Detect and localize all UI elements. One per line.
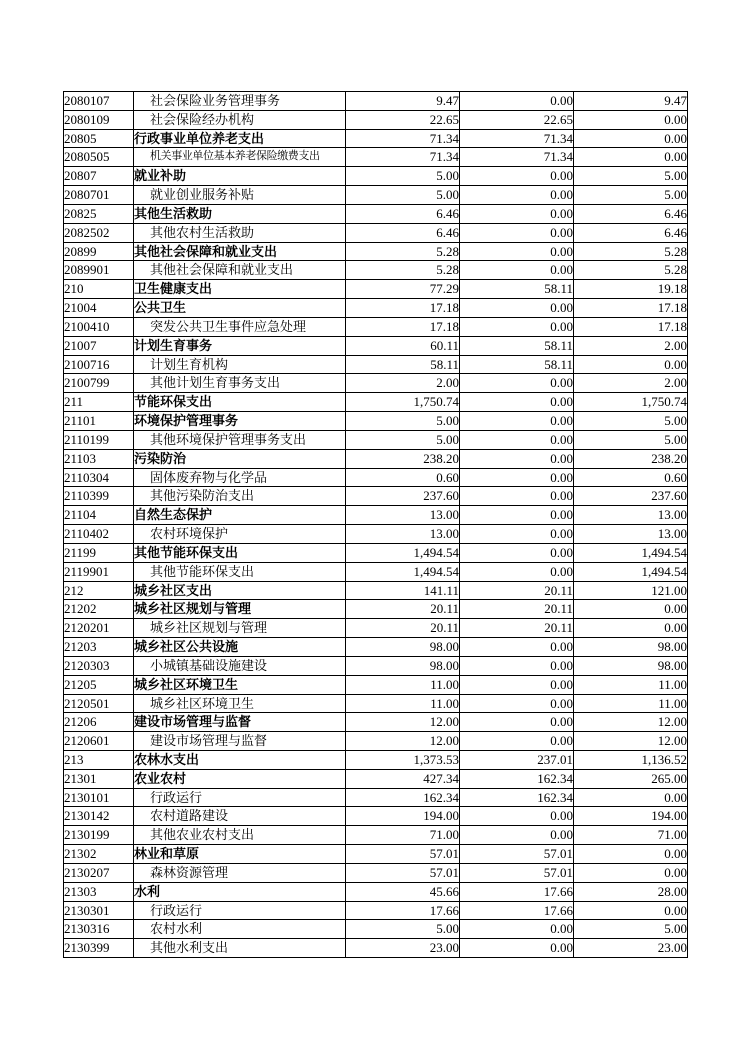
row-value-1: 2.00 — [346, 374, 460, 393]
row-name: 建设市场管理与监督 — [134, 713, 346, 732]
row-value-3: 11.00 — [574, 694, 688, 713]
row-value-1: 71.00 — [346, 826, 460, 845]
table-row — [64, 863, 688, 882]
row-name: 其他农村生活救助 — [134, 223, 346, 242]
row-value-1: 11.00 — [346, 675, 460, 694]
row-name: 其他社会保障和就业支出 — [134, 261, 346, 280]
row-value-1: 20.11 — [346, 619, 460, 638]
row-value-1: 5.00 — [346, 920, 460, 939]
row-name: 机关事业单位基本养老保险缴费支出 — [134, 148, 346, 167]
row-value-3: 1,750.74 — [574, 393, 688, 412]
table-row — [64, 788, 688, 807]
row-value-2: 0.00 — [460, 506, 574, 525]
row-value-2: 0.00 — [460, 694, 574, 713]
row-name: 城乡社区规划与管理 — [134, 619, 346, 638]
table-row — [64, 694, 688, 713]
table-row — [64, 581, 688, 600]
row-name: 建设市场管理与监督 — [134, 732, 346, 751]
row-code: 20899 — [64, 242, 134, 261]
row-value-2: 0.00 — [460, 412, 574, 431]
row-value-3: 5.00 — [574, 920, 688, 939]
table-row — [64, 449, 688, 468]
row-value-3: 5.00 — [574, 430, 688, 449]
row-value-2: 0.00 — [460, 430, 574, 449]
row-value-3: 0.00 — [574, 863, 688, 882]
row-value-2: 0.00 — [460, 449, 574, 468]
row-value-2: 0.00 — [460, 638, 574, 657]
row-name: 农林水支出 — [134, 750, 346, 769]
row-value-1: 23.00 — [346, 939, 460, 958]
table-row — [64, 186, 688, 205]
row-value-3: 0.00 — [574, 355, 688, 374]
row-value-3: 265.00 — [574, 769, 688, 788]
row-code: 2080109 — [64, 110, 134, 129]
row-name: 自然生态保护 — [134, 506, 346, 525]
row-name: 其他农业农村支出 — [134, 826, 346, 845]
row-code: 2080505 — [64, 148, 134, 167]
row-value-1: 71.34 — [346, 129, 460, 148]
table-row — [64, 487, 688, 506]
table-row — [64, 619, 688, 638]
table-row — [64, 317, 688, 336]
row-value-2: 0.00 — [460, 261, 574, 280]
row-value-2: 0.00 — [460, 468, 574, 487]
row-value-2: 20.11 — [460, 600, 574, 619]
row-code: 211 — [64, 393, 134, 412]
row-value-2: 57.01 — [460, 845, 574, 864]
table-row — [64, 656, 688, 675]
table-row — [64, 374, 688, 393]
row-name: 其他社会保障和就业支出 — [134, 242, 346, 261]
row-value-2: 57.01 — [460, 863, 574, 882]
row-value-3: 238.20 — [574, 449, 688, 468]
row-name: 行政事业单位养老支出 — [134, 129, 346, 148]
row-code: 2130101 — [64, 788, 134, 807]
row-value-1: 6.46 — [346, 223, 460, 242]
row-code: 2089901 — [64, 261, 134, 280]
row-code: 213 — [64, 750, 134, 769]
row-code: 21303 — [64, 882, 134, 901]
row-name: 社会保险经办机构 — [134, 110, 346, 129]
row-name: 固体废弃物与化学品 — [134, 468, 346, 487]
row-value-2: 0.00 — [460, 525, 574, 544]
table-row — [64, 280, 688, 299]
row-value-2: 0.00 — [460, 826, 574, 845]
row-value-3: 5.00 — [574, 412, 688, 431]
row-code: 2080107 — [64, 92, 134, 111]
row-value-3: 0.00 — [574, 148, 688, 167]
row-value-1: 237.60 — [346, 487, 460, 506]
row-value-3: 0.00 — [574, 600, 688, 619]
row-value-1: 1,494.54 — [346, 562, 460, 581]
row-name: 小城镇基础设施建设 — [134, 656, 346, 675]
row-value-1: 5.00 — [346, 186, 460, 205]
row-value-3: 1,494.54 — [574, 562, 688, 581]
row-value-1: 1,750.74 — [346, 393, 460, 412]
row-value-2: 0.00 — [460, 675, 574, 694]
row-value-1: 5.28 — [346, 261, 460, 280]
row-value-3: 71.00 — [574, 826, 688, 845]
row-value-1: 20.11 — [346, 600, 460, 619]
row-code: 21104 — [64, 506, 134, 525]
row-value-3: 0.00 — [574, 129, 688, 148]
row-name: 其他节能环保支出 — [134, 543, 346, 562]
row-code: 2130142 — [64, 807, 134, 826]
row-name: 社会保险业务管理事务 — [134, 92, 346, 111]
row-code: 2130399 — [64, 939, 134, 958]
table-row — [64, 468, 688, 487]
row-value-1: 45.66 — [346, 882, 460, 901]
table-row — [64, 223, 688, 242]
row-value-2: 71.34 — [460, 129, 574, 148]
row-name: 环境保护管理事务 — [134, 412, 346, 431]
row-value-1: 6.46 — [346, 204, 460, 223]
row-code: 2110199 — [64, 430, 134, 449]
table-row — [64, 807, 688, 826]
row-value-2: 22.65 — [460, 110, 574, 129]
row-code: 21101 — [64, 412, 134, 431]
row-value-1: 58.11 — [346, 355, 460, 374]
row-code: 21206 — [64, 713, 134, 732]
row-value-2: 0.00 — [460, 732, 574, 751]
row-value-2: 0.00 — [460, 299, 574, 318]
row-code: 2120201 — [64, 619, 134, 638]
row-name: 其他环境保护管理事务支出 — [134, 430, 346, 449]
row-value-2: 20.11 — [460, 619, 574, 638]
row-code: 2110399 — [64, 487, 134, 506]
table-row — [64, 204, 688, 223]
row-value-1: 5.28 — [346, 242, 460, 261]
row-value-2: 0.00 — [460, 920, 574, 939]
row-name: 城乡社区规划与管理 — [134, 600, 346, 619]
row-value-3: 1,494.54 — [574, 543, 688, 562]
table-row — [64, 826, 688, 845]
row-value-1: 98.00 — [346, 656, 460, 675]
table-row — [64, 355, 688, 374]
row-value-3: 12.00 — [574, 713, 688, 732]
row-code: 21202 — [64, 600, 134, 619]
row-code: 2082502 — [64, 223, 134, 242]
row-value-2: 58.11 — [460, 336, 574, 355]
row-name: 森林资源管理 — [134, 863, 346, 882]
row-code: 21205 — [64, 675, 134, 694]
table-row — [64, 92, 688, 111]
row-value-2: 58.11 — [460, 355, 574, 374]
row-value-2: 162.34 — [460, 788, 574, 807]
row-value-1: 0.60 — [346, 468, 460, 487]
row-value-1: 12.00 — [346, 713, 460, 732]
row-code: 21199 — [64, 543, 134, 562]
row-value-1: 1,373.53 — [346, 750, 460, 769]
row-value-2: 162.34 — [460, 769, 574, 788]
row-code: 21302 — [64, 845, 134, 864]
row-value-3: 11.00 — [574, 675, 688, 694]
table-row — [64, 543, 688, 562]
row-value-1: 22.65 — [346, 110, 460, 129]
row-code: 21007 — [64, 336, 134, 355]
row-code: 2130301 — [64, 901, 134, 920]
row-code: 21203 — [64, 638, 134, 657]
row-code: 2100410 — [64, 317, 134, 336]
table-row — [64, 525, 688, 544]
table-row — [64, 638, 688, 657]
row-value-3: 0.00 — [574, 845, 688, 864]
row-value-3: 121.00 — [574, 581, 688, 600]
row-code: 21103 — [64, 449, 134, 468]
row-value-1: 9.47 — [346, 92, 460, 111]
row-value-3: 19.18 — [574, 280, 688, 299]
row-value-3: 5.28 — [574, 261, 688, 280]
row-name: 其他水利支出 — [134, 939, 346, 958]
row-value-1: 141.11 — [346, 581, 460, 600]
row-value-1: 238.20 — [346, 449, 460, 468]
row-value-1: 71.34 — [346, 148, 460, 167]
table-row — [64, 901, 688, 920]
row-code: 212 — [64, 581, 134, 600]
row-code: 2110402 — [64, 525, 134, 544]
row-value-3: 2.00 — [574, 336, 688, 355]
row-value-1: 11.00 — [346, 694, 460, 713]
row-code: 20805 — [64, 129, 134, 148]
row-name: 就业创业服务补贴 — [134, 186, 346, 205]
row-code: 21301 — [64, 769, 134, 788]
row-value-2: 0.00 — [460, 186, 574, 205]
row-value-3: 13.00 — [574, 506, 688, 525]
row-code: 2120501 — [64, 694, 134, 713]
row-value-2: 0.00 — [460, 543, 574, 562]
row-name: 行政运行 — [134, 788, 346, 807]
row-value-2: 0.00 — [460, 242, 574, 261]
row-name: 卫生健康支出 — [134, 280, 346, 299]
row-value-3: 17.18 — [574, 317, 688, 336]
row-value-2: 17.66 — [460, 882, 574, 901]
row-code: 2100799 — [64, 374, 134, 393]
row-value-3: 5.00 — [574, 167, 688, 186]
row-name: 其他污染防治支出 — [134, 487, 346, 506]
row-value-1: 5.00 — [346, 430, 460, 449]
row-name: 林业和草原 — [134, 845, 346, 864]
table-row — [64, 412, 688, 431]
row-value-1: 427.34 — [346, 769, 460, 788]
table-row — [64, 920, 688, 939]
row-value-3: 0.00 — [574, 110, 688, 129]
table-row — [64, 110, 688, 129]
row-value-2: 0.00 — [460, 317, 574, 336]
row-value-1: 17.66 — [346, 901, 460, 920]
row-value-1: 13.00 — [346, 525, 460, 544]
row-code: 210 — [64, 280, 134, 299]
row-code: 2100716 — [64, 355, 134, 374]
row-name: 行政运行 — [134, 901, 346, 920]
row-value-3: 0.00 — [574, 901, 688, 920]
row-code: 2130199 — [64, 826, 134, 845]
table-row — [64, 167, 688, 186]
table-row — [64, 129, 688, 148]
table-row — [64, 732, 688, 751]
row-name: 其他节能环保支出 — [134, 562, 346, 581]
row-value-1: 57.01 — [346, 845, 460, 864]
row-value-3: 6.46 — [574, 223, 688, 242]
row-value-1: 13.00 — [346, 506, 460, 525]
row-code: 2110304 — [64, 468, 134, 487]
row-value-2: 0.00 — [460, 713, 574, 732]
row-name: 农村环境保护 — [134, 525, 346, 544]
row-value-2: 20.11 — [460, 581, 574, 600]
row-value-3: 0.60 — [574, 468, 688, 487]
row-value-3: 1,136.52 — [574, 750, 688, 769]
row-value-2: 0.00 — [460, 656, 574, 675]
row-value-3: 0.00 — [574, 619, 688, 638]
row-name: 其他生活救助 — [134, 204, 346, 223]
row-value-2: 0.00 — [460, 562, 574, 581]
row-value-3: 23.00 — [574, 939, 688, 958]
row-value-3: 12.00 — [574, 732, 688, 751]
row-code: 2120601 — [64, 732, 134, 751]
row-value-3: 237.60 — [574, 487, 688, 506]
row-value-1: 5.00 — [346, 412, 460, 431]
row-value-2: 0.00 — [460, 393, 574, 412]
row-value-2: 0.00 — [460, 223, 574, 242]
row-code: 2080701 — [64, 186, 134, 205]
row-value-3: 28.00 — [574, 882, 688, 901]
row-value-1: 60.11 — [346, 336, 460, 355]
table-row — [64, 562, 688, 581]
row-name: 公共卫生 — [134, 299, 346, 318]
row-value-2: 0.00 — [460, 204, 574, 223]
table-row — [64, 713, 688, 732]
table-row — [64, 675, 688, 694]
row-value-1: 17.18 — [346, 299, 460, 318]
row-value-1: 17.18 — [346, 317, 460, 336]
table-row — [64, 845, 688, 864]
row-value-3: 13.00 — [574, 525, 688, 544]
row-name: 污染防治 — [134, 449, 346, 468]
row-value-3: 6.46 — [574, 204, 688, 223]
table-row — [64, 261, 688, 280]
row-value-2: 17.66 — [460, 901, 574, 920]
row-name: 计划生育机构 — [134, 355, 346, 374]
row-value-1: 1,494.54 — [346, 543, 460, 562]
row-value-1: 162.34 — [346, 788, 460, 807]
row-name: 突发公共卫生事件应急处理 — [134, 317, 346, 336]
row-value-2: 0.00 — [460, 939, 574, 958]
row-name: 农村水利 — [134, 920, 346, 939]
row-value-2: 0.00 — [460, 374, 574, 393]
row-value-2: 0.00 — [460, 167, 574, 186]
row-value-1: 57.01 — [346, 863, 460, 882]
row-value-2: 71.34 — [460, 148, 574, 167]
row-name: 城乡社区公共设施 — [134, 638, 346, 657]
table-row — [64, 299, 688, 318]
table-row — [64, 336, 688, 355]
row-value-1: 77.29 — [346, 280, 460, 299]
row-value-3: 9.47 — [574, 92, 688, 111]
row-name: 城乡社区支出 — [134, 581, 346, 600]
row-code: 2130316 — [64, 920, 134, 939]
table-row — [64, 939, 688, 958]
table-row — [64, 393, 688, 412]
row-value-2: 58.11 — [460, 280, 574, 299]
row-name: 农村道路建设 — [134, 807, 346, 826]
row-name: 其他计划生育事务支出 — [134, 374, 346, 393]
row-name: 节能环保支出 — [134, 393, 346, 412]
row-value-3: 194.00 — [574, 807, 688, 826]
row-name: 城乡社区环境卫生 — [134, 675, 346, 694]
row-code: 21004 — [64, 299, 134, 318]
row-name: 就业补助 — [134, 167, 346, 186]
row-value-2: 0.00 — [460, 807, 574, 826]
table-row — [64, 506, 688, 525]
row-value-3: 5.28 — [574, 242, 688, 261]
row-value-2: 0.00 — [460, 487, 574, 506]
table-row — [64, 882, 688, 901]
row-code: 2120303 — [64, 656, 134, 675]
row-name: 农业农村 — [134, 769, 346, 788]
row-value-3: 5.00 — [574, 186, 688, 205]
table-row — [64, 148, 688, 167]
table-row — [64, 750, 688, 769]
row-code: 20807 — [64, 167, 134, 186]
row-value-1: 5.00 — [346, 167, 460, 186]
row-value-3: 98.00 — [574, 656, 688, 675]
row-value-3: 2.00 — [574, 374, 688, 393]
row-value-1: 12.00 — [346, 732, 460, 751]
row-value-3: 0.00 — [574, 788, 688, 807]
row-value-3: 17.18 — [574, 299, 688, 318]
row-name: 计划生育事务 — [134, 336, 346, 355]
row-value-2: 0.00 — [460, 92, 574, 111]
table-row — [64, 600, 688, 619]
row-code: 2119901 — [64, 562, 134, 581]
row-code: 2130207 — [64, 863, 134, 882]
table-row — [64, 430, 688, 449]
row-value-2: 237.01 — [460, 750, 574, 769]
row-value-3: 98.00 — [574, 638, 688, 657]
row-value-1: 194.00 — [346, 807, 460, 826]
row-name: 城乡社区环境卫生 — [134, 694, 346, 713]
row-value-1: 98.00 — [346, 638, 460, 657]
table-row — [64, 242, 688, 261]
row-code: 20825 — [64, 204, 134, 223]
table-row — [64, 769, 688, 788]
budget-table — [63, 91, 688, 958]
row-name: 水利 — [134, 882, 346, 901]
budget-table-body — [64, 92, 688, 958]
